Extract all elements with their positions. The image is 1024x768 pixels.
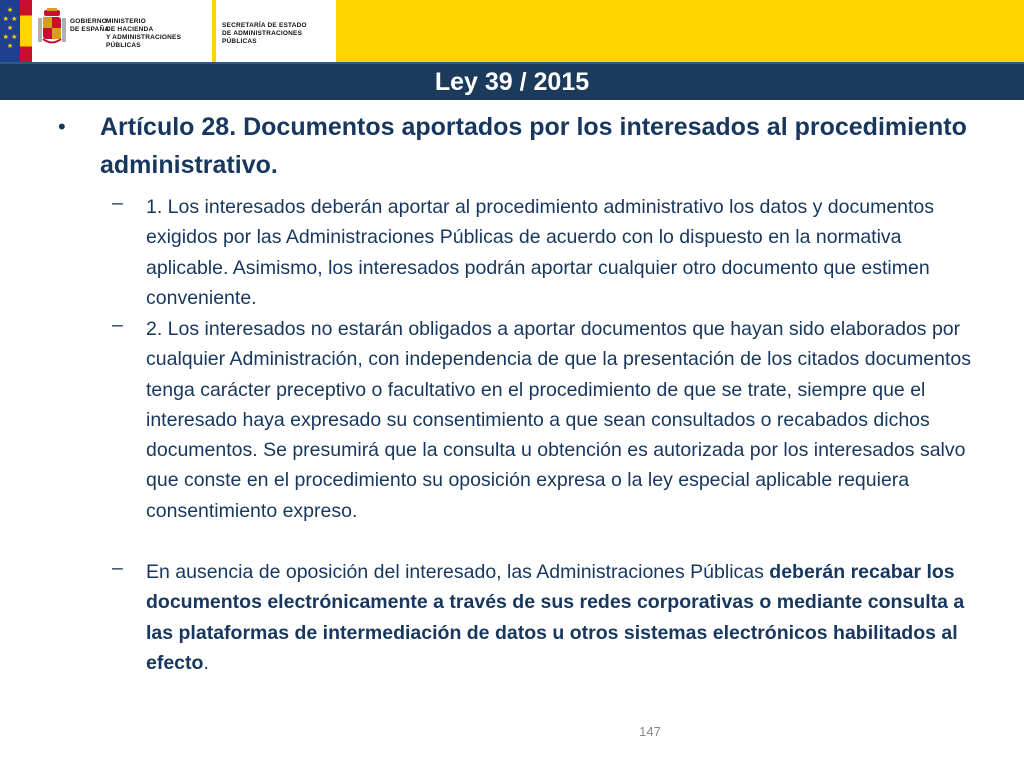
secretaria-text: SECRETARÍA DE ESTADO DE ADMINISTRACIONES PÚBLICAS [222,22,307,45]
header-bar [0,0,1024,62]
slide-title: Ley 39 / 2015 [434,68,590,96]
page-number: 147 [639,724,661,739]
paragraph-1: 1. Los interesados deberán aportar al procedimiento administrativo los datos y documentos exigidos por las Administraciones Públicas de acuerdo con lo dispuesto en la normativa aplicable. Asimismo, los interesados podrán aportar cualquier otro documento que estimen conveniente. [146,196,935,309]
dash-1: – [112,192,123,214]
gobierno-text: GOBIERNO DE ESPAÑA [70,18,110,33]
secretaria-logo [216,0,336,62]
article-heading: Artículo 28. Documentos aportados por los interesados al procedimiento administrativo. [100,113,967,179]
eu-stars-icon: ★ ★ ★ ★ ★ ★ ★ [2,6,18,50]
dash-3: – [112,557,123,579]
paragraph-3-end: . [203,651,209,674]
paragraph-3-plain: En ausencia de oposición del interesado, las Administraciones Públicas [146,561,764,583]
paragraph-3 [146,557,986,678]
eu-flag [0,0,20,62]
coat-of-arms-icon [38,8,66,48]
ministerio-text: MINISTERIO DE HACIENDA Y ADMINISTRACIONES PÚBLICAS [106,18,182,49]
paragraph-3-bold: deberán recabar los documentos electrónicamente a través de sus redes corporativas o mediante consulta a las plataformas de intermediación de datos u otros sistemas electrónicos habilitados al efecto [146,561,965,674]
dash-2: – [112,314,123,336]
government-logo [32,0,212,62]
main-bullet: • [58,114,66,139]
spain-flag [20,0,32,62]
paragraph-2: 2. Los interesados no estarán obligados a aportar documentos que hayan sido elaborados por cualquier Administración, con independencia de que la presentación de los citados documentos tenga carácter preceptivo o facultativo en el procedimiento de que se trate, siempre que el interesado haya expresado su consentimiento a que sean consultados o recabados dichos documentos. Se presumirá que la consulta u obtención es autorizada por los interesados salvo que conste en el procedimiento su oposición expresa o la ley especial aplicable requiera consentimiento expreso. [146,318,971,522]
